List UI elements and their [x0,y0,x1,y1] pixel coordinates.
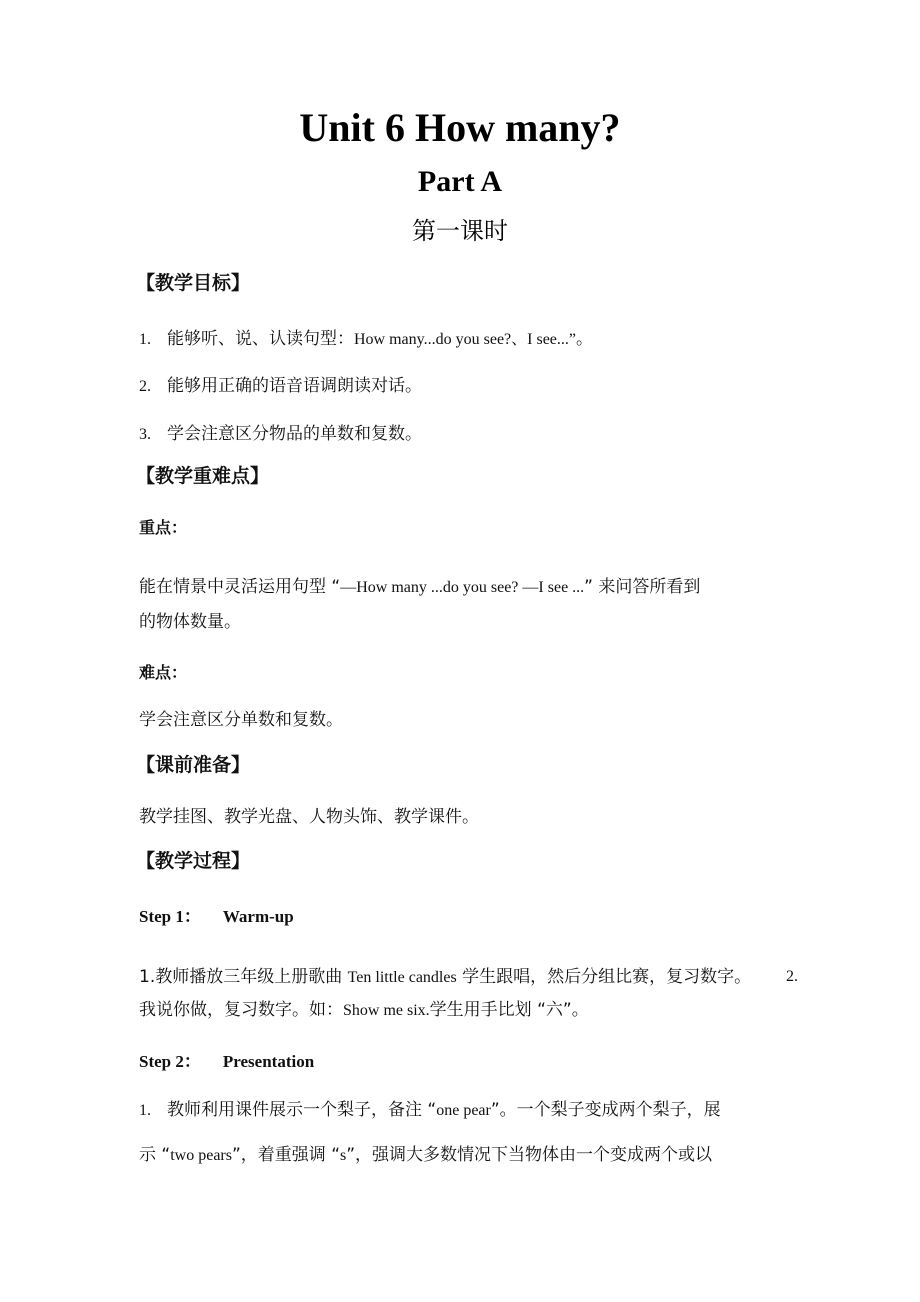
step1-text-d: 学生用手比划 “六”。 [429,1000,589,1020]
goals-heading: 【教学目标】 [136,272,251,294]
goal-text: 能够听、说、认读句型： [167,329,354,349]
goal-number: 1. [139,331,151,348]
key-text-line2: 的物体数量。 [139,612,241,632]
key-text-post: ” 来问答所看到 [584,577,701,597]
step2-text-b: ”。一个梨子变成两个梨子，展 [490,1100,721,1120]
step2-text-e: ”，强调大多数情况下当物体由一个变成两个或以 [346,1145,713,1165]
process-heading: 【教学过程】 [136,850,251,872]
lesson-label: 第一课时 [412,217,508,245]
difficult-text: 学会注意区分单数和复数。 [139,710,343,730]
goal-text-end: 。 [576,329,594,349]
step1-title [139,905,294,929]
keypoints-heading: 【教学重难点】 [136,465,270,487]
preparation-heading: 【课前准备】 [136,754,251,776]
step1-line2 [139,998,589,1023]
document-title: Unit 6 How many? [299,105,621,150]
goal-text: 学会注意区分物品的单数和复数。 [167,424,422,444]
goal-item-1 [139,327,593,352]
goal-number: 2. [139,378,151,395]
step2-label: Step 2： [139,1052,201,1071]
step2-line2 [139,1143,712,1168]
difficult-label: 难点： [139,663,188,682]
step2-name: Presentation [222,1052,315,1071]
step2-two-pears: two pears [170,1147,232,1164]
goal-number: 3. [139,426,151,443]
step2-one-pear: one pear [436,1102,491,1119]
step1-text-a: 1.教师播放三年级上册歌曲 [139,967,348,987]
step2-number: 1. [139,1102,151,1119]
step2-title [139,1050,314,1074]
step2-text-d: ”，着重强调 “ [231,1145,341,1165]
step1-text-c: 我说你做，复习数字。如： [139,1000,343,1020]
step2-text-c: 示 “ [139,1145,171,1165]
step2-plural-s: s [340,1147,347,1164]
key-label: 重点： [139,518,188,537]
step2-text-a: 教师利用课件展示一个梨子，备注 “ [167,1100,437,1120]
step1-name: Warm-up [222,907,294,926]
step1-line1 [139,965,751,990]
goal-text: 能够用正确的语音语调朗读对话。 [167,376,422,396]
step1-text-b: 学生跟唱，然后分组比赛，复习数字。 [456,967,752,987]
key-text-line1 [139,575,700,600]
goal-item-2 [139,374,422,399]
step2-line1 [139,1098,721,1123]
document-subtitle: Part A [417,165,503,198]
preparation-text: 教学挂图、教学光盘、人物头饰、教学课件。 [139,807,479,827]
goal-item-3 [139,422,422,447]
step1-label: Step 1： [139,907,201,926]
step1-example: Show me six. [343,1002,430,1019]
goal-english: How many...do you see?、I see...” [354,331,577,348]
key-text-english: —How many ...do you see? —I see ... [340,579,585,596]
step1-item2-number: 2. [786,968,798,985]
key-text-pre: 能在情景中灵活运用句型 “ [139,577,341,597]
step1-song: Ten little candles [347,969,457,986]
